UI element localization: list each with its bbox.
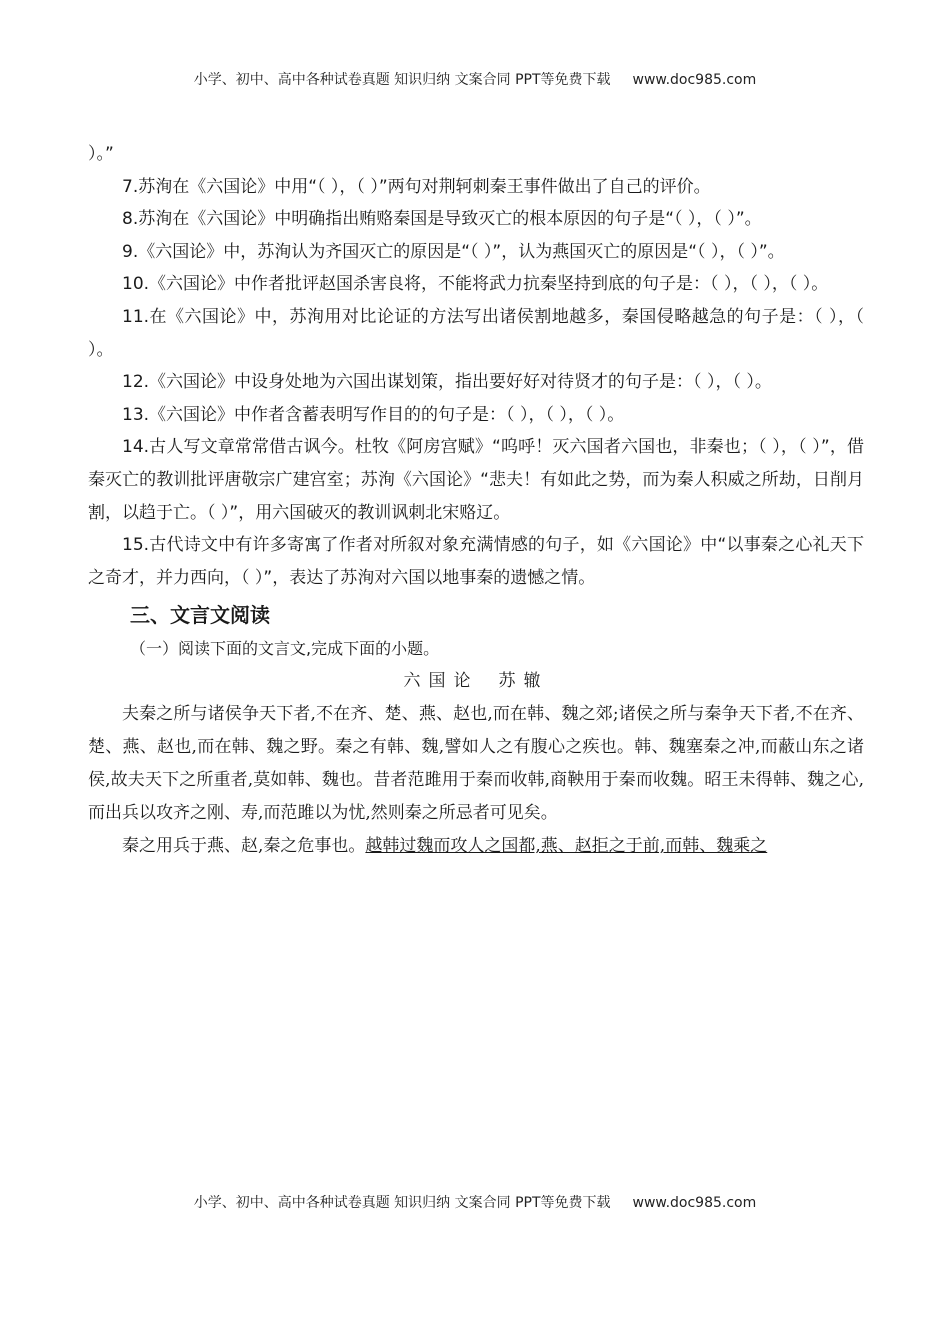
section-instruction: （一）阅读下面的文言文,完成下面的小题。 (130, 639, 440, 659)
question-8: 8.苏洵在《六国论》中明确指出贿赂秦国是导致灭亡的根本原因的句子是“（ ），（ ）”。 (122, 209, 762, 230)
question-15: 15.古代诗文中有许多寄寓了作者对所叙对象充满情感的句子，如《六国论》中“以事秦之心礼天下之奇才，并力西向，（ ）”，表达了苏洵对六国以地事秦的遗憾之情。 (88, 535, 864, 588)
passage-paragraph-1: 夫秦之所与诸侯争天下者,不在齐、楚、燕、赵也,而在韩、魏之郊;诸侯之所与秦争天下者,不在齐、楚、燕、赵也,而在韩、魏之野。秦之有韩、魏,譬如人之有腹心之疾也。韩、魏塞秦之冲,而蔽山东之诸侯,故夫天下之所重者,莫如韩、魏也。昔者范雎用于秦而收韩,商鞅用于秦而收魏。昭王未得韩、魏之心,而出兵以攻齐之刚、寿,而范雎以为忧,然则秦之所忌者可见矣。 (88, 704, 864, 824)
footer-url[interactable]: www.doc985.com (632, 1195, 757, 1211)
passage-underlined-sentence: 越韩过魏而攻人之国都,燕、赵拒之于前,而韩、魏乘之 (365, 836, 768, 857)
question-9: 9.《六国论》中，苏洵认为齐国灭亡的原因是“（ ）”，认为燕国灭亡的原因是“（ ），（ ）”。 (122, 241, 785, 262)
question-13: 13.《六国论》中作者含蓄表明写作目的的句子是：（ ），（ ），（ ）。 (122, 404, 625, 425)
question-14: 14.古人写文章常常借古讽今。杜牧《阿房宫赋》“呜呼！灭六国者六国也，非秦也；（ ），（ ）”，借秦灭亡的教训批评唐敬宗广建宫室；苏洵《六国论》“悲夫！有如此之势，而为秦人积威之所劫，日削月割，以趋于亡。（ ）”，用六国破灭的教训讽刺北宋赂辽。 (88, 437, 864, 523)
section-heading: 三、文言文阅读 (130, 603, 270, 628)
passage-title-text: 六国论 (403, 671, 479, 692)
question-7: 7.苏洵在《六国论》中用“（ ），（ ）”两句对荆轲刺秦王事件做出了自己的评价。 (122, 176, 711, 197)
question-6-tail: ）。” (88, 144, 114, 164)
footer-text: 小学、初中、高中各种试卷真题 知识归纳 文案合同 PPT等免费下载 (193, 1195, 611, 1211)
page-content (88, 138, 864, 863)
question-10: 10.《六国论》中作者批评赵国杀害良将，不能将武力抗秦坚持到底的句子是：（ ），（ ），（ ）。 (122, 274, 829, 295)
header-text: 小学、初中、高中各种试卷真题 知识归纳 文案合同 PPT等免费下载 (193, 72, 611, 88)
passage-paragraph-2 (88, 830, 864, 863)
passage-paragraph-2-plain: 秦之用兵于燕、赵,秦之危事也。 (122, 836, 366, 857)
passage-title (88, 664, 864, 698)
page-footer (0, 1192, 950, 1212)
question-12: 12.《六国论》中设身处地为六国出谋划策，指出要好好对待贤才的句子是：（ ），（ ）。 (122, 372, 772, 393)
header-url[interactable]: www.doc985.com (632, 72, 757, 88)
passage-author: 苏辙 (498, 671, 549, 692)
question-11: 11.在《六国论》中，苏洵用对比论证的方法写出诸侯割地越多，秦国侵略越急的句子是：（ ），（ ）。 (88, 306, 864, 360)
page-header (0, 69, 950, 89)
